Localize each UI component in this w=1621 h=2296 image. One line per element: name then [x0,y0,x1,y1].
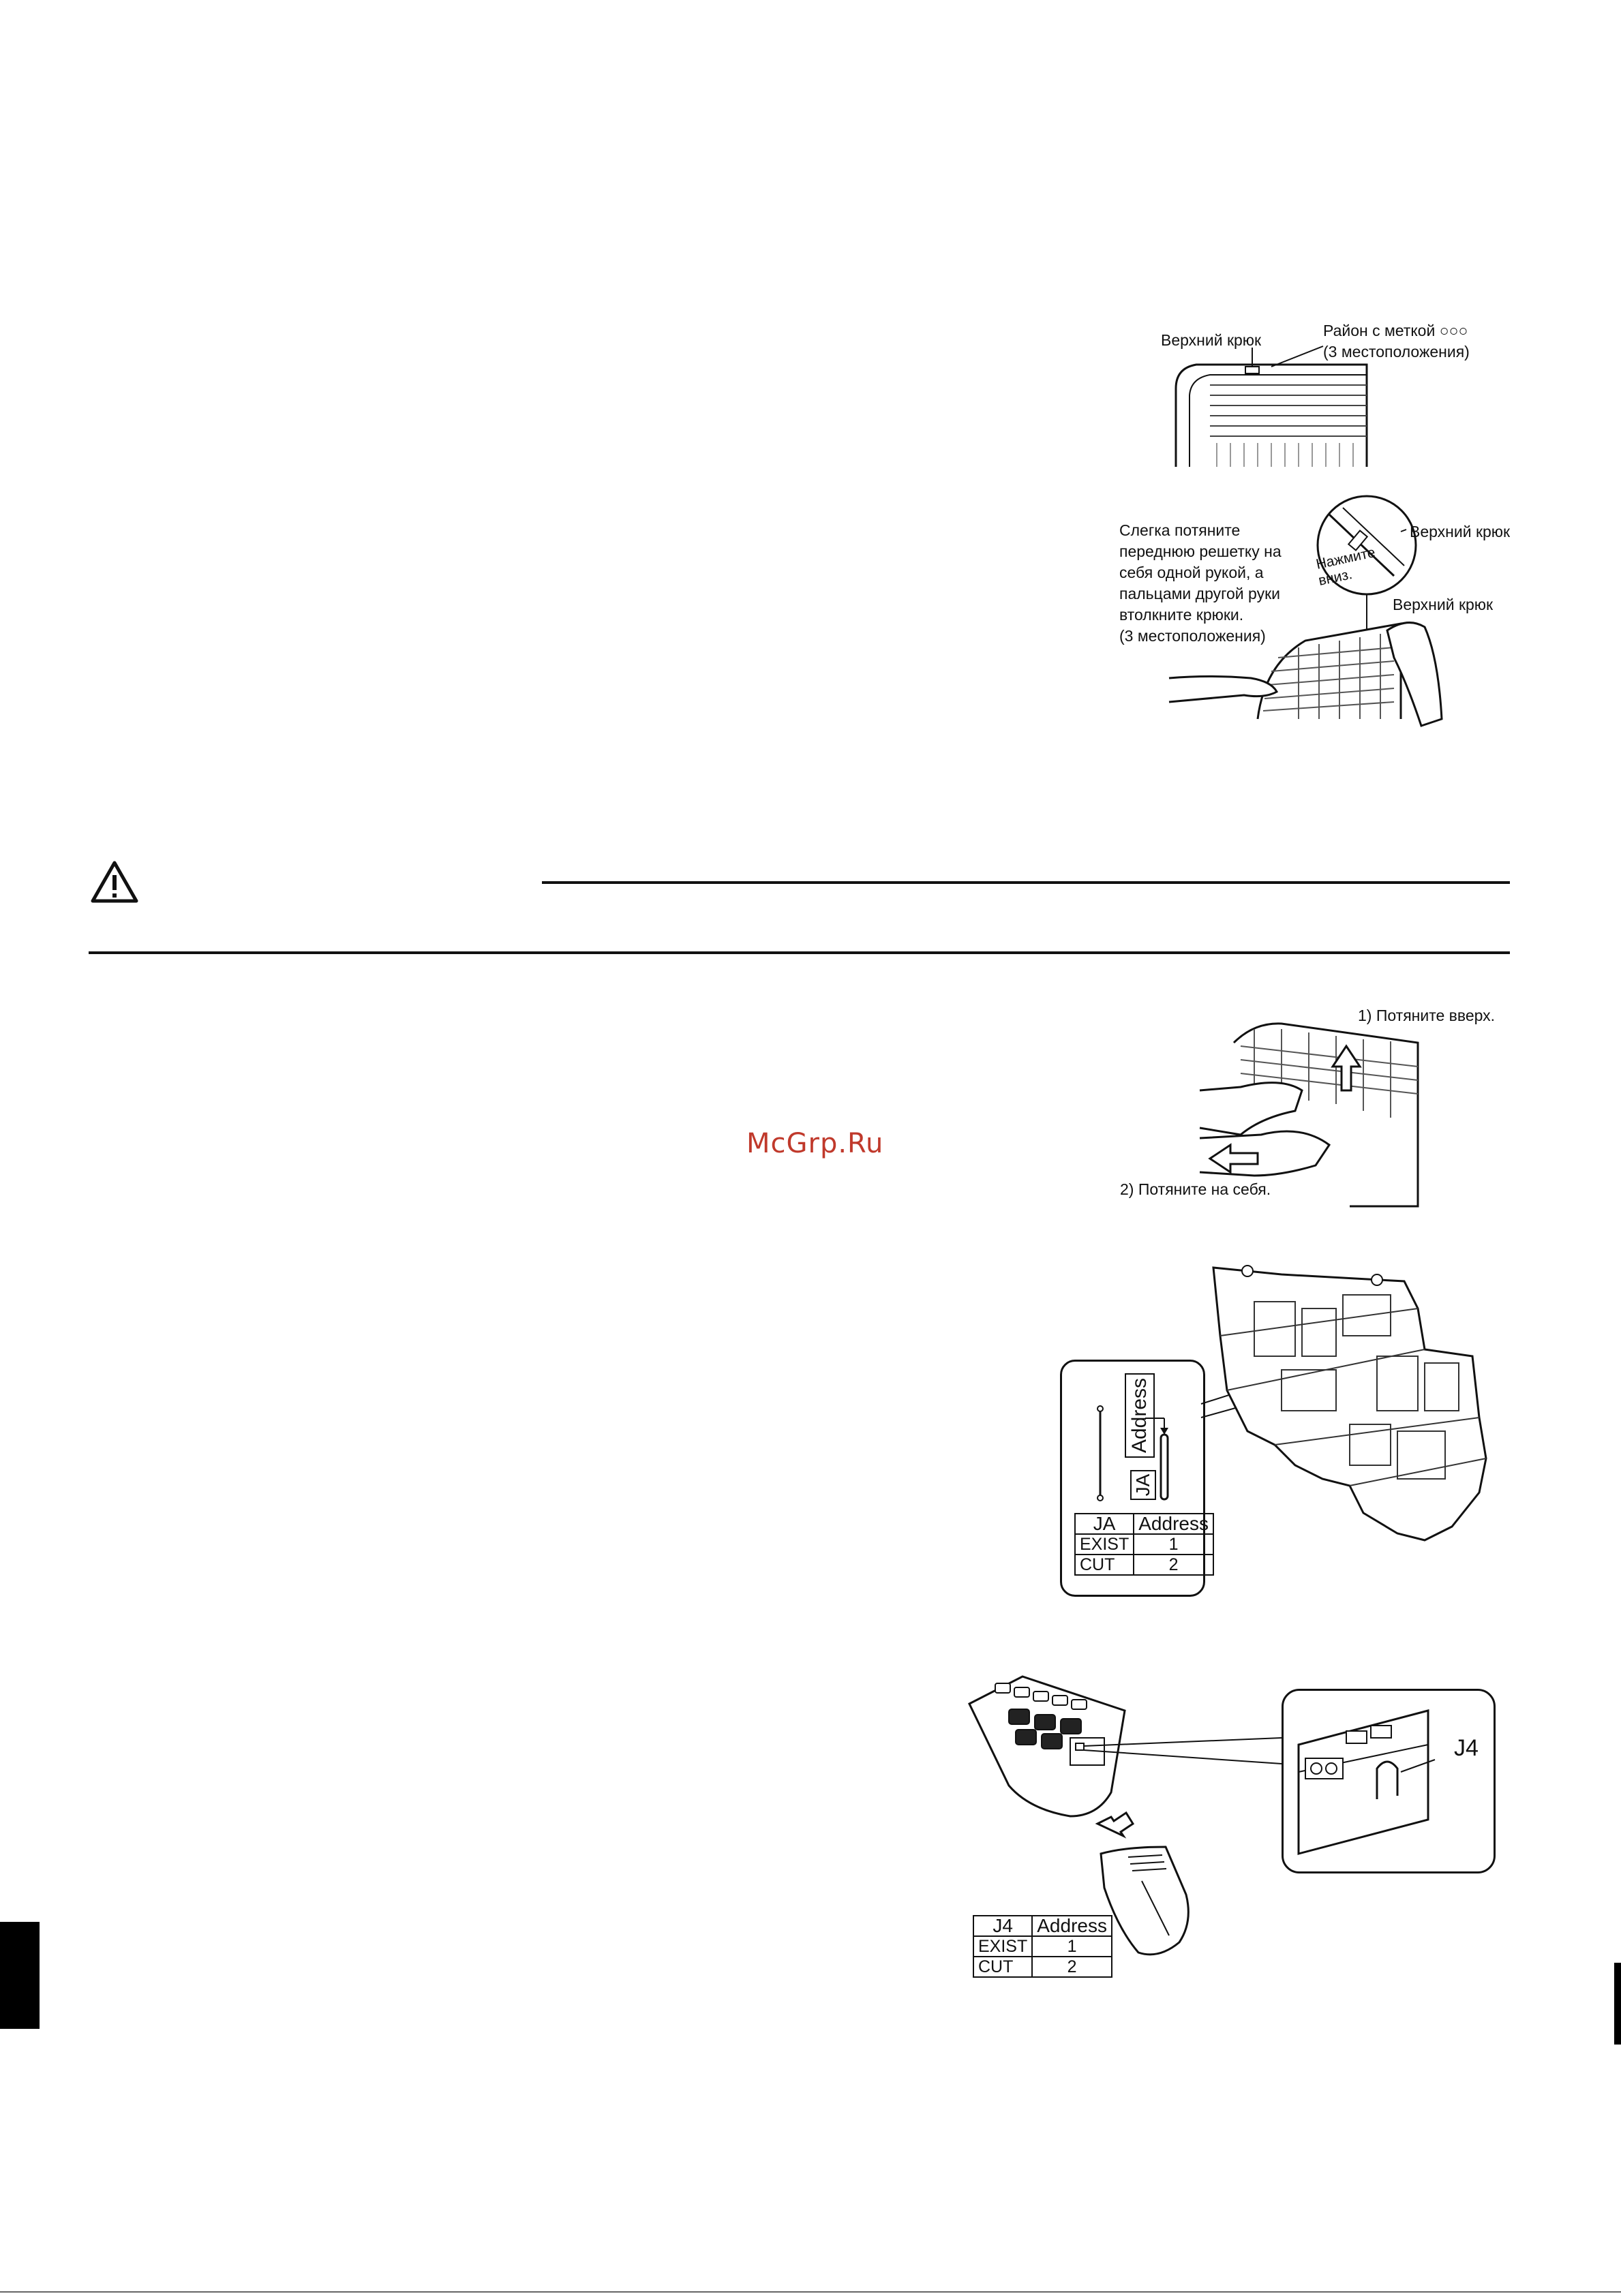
page-edge-mark [1614,1963,1621,2045]
ja-vertical-label: JA [1130,1470,1156,1500]
watermark: McGrp.Ru [746,1128,884,1159]
marked-area-label: Район с меткой ○○○ [1323,322,1468,339]
pull-up-step: 1) Потяните вверх. [1358,1007,1496,1024]
upper-hook-label-a: Верхний крюк [1410,523,1511,540]
page-edge-tab [0,1922,40,2029]
pull-toward-step: 2) Потяните на себя. [1120,1180,1271,1198]
j4-label: J4 [1454,1735,1479,1761]
marked-area-count: (3 местоположения) [1323,343,1470,361]
j4-jumper-detail [1292,1704,1483,1861]
j4-address-table: J4 Address EXIST 1 CUT 2 [973,1915,1112,1978]
grille-removal-illustration [1200,1015,1418,1206]
press-down-label: Нажмите [1314,545,1377,572]
section-divider [89,951,1510,954]
page-bottom-rule [0,2291,1621,2293]
ja-address-table: JA Address EXIST 1 CUT 2 [1074,1513,1214,1576]
upper-hook-label: Верхний крюк [1161,331,1262,349]
pcb-box-illustration [1200,1254,1500,1595]
warning-triangle-icon [90,860,139,904]
push-hooks-instruction: Слегка потяните переднюю решетку на себя одной рукой, а пальцами другой руки втолкните крюки. (3 местоположения) [1119,521,1282,645]
press-down-label-2: вниз. [1317,566,1354,589]
upper-hook-label-b: Верхний крюк [1393,596,1494,613]
address-vertical-label: Address [1125,1373,1155,1458]
warning-rule [542,881,1510,884]
